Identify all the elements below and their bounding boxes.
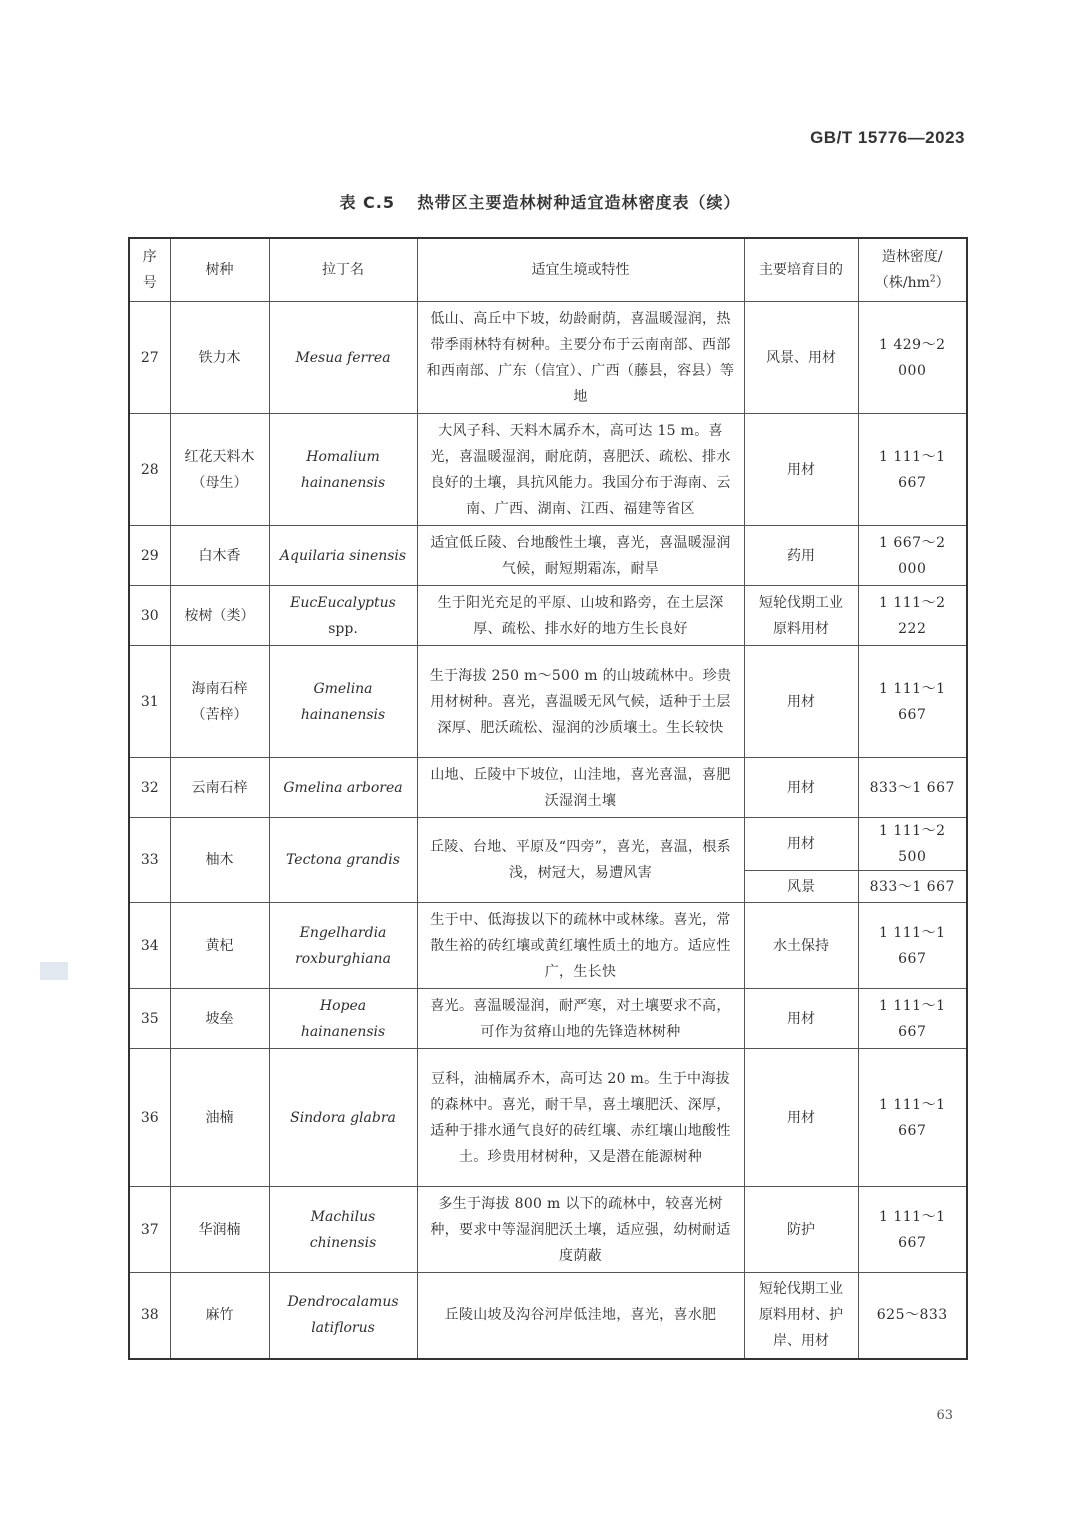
row-no: 33 — [129, 818, 170, 903]
row-no: 28 — [129, 414, 170, 526]
table-row — [129, 903, 967, 989]
row-habitat: 多生于海拔 800 m 以下的疏林中，较喜光树种，要求中等湿润肥沃土壤，适应强，幼树耐适度荫蔽 — [417, 1187, 744, 1273]
col-header-habitat: 适宜生境或特性 — [417, 238, 744, 302]
density-table — [128, 237, 968, 1360]
table-row — [129, 818, 967, 871]
table-caption: 热带区主要造林树种适宜造林密度表（续） — [417, 193, 741, 212]
row-no: 37 — [129, 1187, 170, 1273]
row-latin: Homalium hainanensis — [269, 414, 417, 526]
row-no: 36 — [129, 1049, 170, 1187]
table-row — [129, 1273, 967, 1359]
table-title — [0, 190, 1080, 213]
row-species: 华润楠 — [170, 1187, 269, 1273]
row-no: 35 — [129, 989, 170, 1049]
row-purpose: 短轮伐期工业原料用材 — [744, 586, 858, 646]
row-species: 桉树（类） — [170, 586, 269, 646]
table-row — [129, 758, 967, 818]
table-row — [129, 989, 967, 1049]
row-no: 27 — [129, 302, 170, 414]
row-density: 833～1 667 — [858, 758, 967, 818]
col-header-purpose: 主要培育目的 — [744, 238, 858, 302]
row-species: 柚木 — [170, 818, 269, 903]
row-density: 1 111～1 667 — [858, 989, 967, 1049]
row-density: 1 111～1 667 — [858, 903, 967, 989]
row-latin: Mesua ferrea — [269, 302, 417, 414]
row-species: 白木香 — [170, 526, 269, 586]
row-density: 1 111～1 667 — [858, 646, 967, 758]
table-label: 表 C.5 — [339, 193, 395, 212]
row-habitat: 生于中、低海拔以下的疏林中或林缘。喜光，常散生裕的砖红壤或黄红壤性质土的地方。适应性广，生长快 — [417, 903, 744, 989]
row-latin: EucEucalyptus spp. — [269, 586, 417, 646]
row-no: 30 — [129, 586, 170, 646]
table-row — [129, 1187, 967, 1273]
row-habitat: 低山、高丘中下坡，幼龄耐荫，喜温暖湿润，热带季雨林特有树种。主要分布于云南南部、西部和西南部、广东（信宜）、广西（藤县，容县）等地 — [417, 302, 744, 414]
row-no: 29 — [129, 526, 170, 586]
row-purpose: 用材 — [744, 989, 858, 1049]
row-habitat: 丘陵、台地、平原及“四旁”，喜光，喜温，根系浅，树冠大，易遭风害 — [417, 818, 744, 903]
table-header-row — [129, 238, 967, 302]
row-density: 1 667～2 000 — [858, 526, 967, 586]
row-density: 1 111～2 222 — [858, 586, 967, 646]
row-purpose: 用材 — [744, 818, 858, 871]
row-purpose: 用材 — [744, 646, 858, 758]
row-habitat: 豆科，油楠属乔木，高可达 20 m。生于中海拔的森林中。喜光，耐干旱，喜土壤肥沃、深厚，适种于排水通气良好的砖红壤、赤红壤山地酸性土。珍贵用材树种，又是潜在能源树种 — [417, 1049, 744, 1187]
row-latin: Engelhardia roxburghiana — [269, 903, 417, 989]
row-purpose: 水土保持 — [744, 903, 858, 989]
col-header-species: 树种 — [170, 238, 269, 302]
row-density: 1 111～1 667 — [858, 1187, 967, 1273]
row-species: 铁力木 — [170, 302, 269, 414]
row-species: 黄杞 — [170, 903, 269, 989]
page-number: 63 — [936, 1408, 953, 1423]
side-watermark — [40, 962, 68, 980]
row-latin: Machilus chinensis — [269, 1187, 417, 1273]
col-header-latin: 拉丁名 — [269, 238, 417, 302]
table-row — [129, 526, 967, 586]
row-latin: Aquilaria sinensis — [269, 526, 417, 586]
row-purpose: 用材 — [744, 414, 858, 526]
row-no: 34 — [129, 903, 170, 989]
row-no: 31 — [129, 646, 170, 758]
density-header-line1: 造林密度/ — [881, 249, 943, 265]
row-purpose: 风景 — [744, 871, 858, 903]
row-density: 1 111～2 500 — [858, 818, 967, 871]
row-habitat: 喜光。喜温暖湿润，耐严寒，对土壤要求不高，可作为贫瘠山地的先锋造林树种 — [417, 989, 744, 1049]
row-habitat: 大风子科、天料木属乔木，高可达 15 m。喜光，喜温暖湿润，耐庇荫，喜肥沃、疏松、排水良好的土壤，具抗风能力。我国分布于海南、云南、广西、湖南、江西、福建等省区 — [417, 414, 744, 526]
row-no: 32 — [129, 758, 170, 818]
row-purpose: 防护 — [744, 1187, 858, 1273]
row-latin: Gmelina hainanensis — [269, 646, 417, 758]
standard-code: GB/T 15776—2023 — [810, 128, 965, 147]
row-habitat: 生于海拔 250 m～500 m 的山坡疏林中。珍贵用材树种。喜光，喜温暖无风气候，适种于土层深厚、肥沃疏松、湿润的沙质壤土。生长较快 — [417, 646, 744, 758]
row-density: 1 111～1 667 — [858, 1049, 967, 1187]
row-latin: Dendrocalamus latiflorus — [269, 1273, 417, 1359]
row-latin: Hopea hainanensis — [269, 989, 417, 1049]
row-habitat: 生于阳光充足的平原、山坡和路旁，在土层深厚、疏松、排水好的地方生长良好 — [417, 586, 744, 646]
row-no: 38 — [129, 1273, 170, 1359]
row-purpose: 风景、用材 — [744, 302, 858, 414]
table-row — [129, 302, 967, 414]
row-density: 1 429～2 000 — [858, 302, 967, 414]
row-purpose: 用材 — [744, 1049, 858, 1187]
row-habitat: 丘陵山坡及沟谷河岸低洼地，喜光，喜水肥 — [417, 1273, 744, 1359]
col-header-density — [858, 238, 967, 302]
row-latin: Gmelina arborea — [269, 758, 417, 818]
table-row — [129, 646, 967, 758]
row-purpose: 短轮伐期工业原料用材、护岸、用材 — [744, 1273, 858, 1359]
row-density: 833～1 667 — [858, 871, 967, 903]
row-species: 云南石梓 — [170, 758, 269, 818]
row-density: 1 111～1 667 — [858, 414, 967, 526]
row-species: 油楠 — [170, 1049, 269, 1187]
row-species: 海南石梓 （苦梓） — [170, 646, 269, 758]
row-habitat: 适宜低丘陵、台地酸性土壤，喜光，喜温暖湿润气候，耐短期霜冻，耐旱 — [417, 526, 744, 586]
row-latin: Tectona grandis — [269, 818, 417, 903]
table-row — [129, 1049, 967, 1187]
table-row — [129, 414, 967, 526]
row-species: 坡垒 — [170, 989, 269, 1049]
row-density: 625～833 — [858, 1273, 967, 1359]
density-header-line2: （株$/hm^2$） — [874, 274, 950, 291]
row-latin: Sindora glabra — [269, 1049, 417, 1187]
col-header-no: 序号 — [129, 238, 170, 302]
row-purpose: 用材 — [744, 758, 858, 818]
table-row — [129, 586, 967, 646]
row-purpose: 药用 — [744, 526, 858, 586]
row-species: 麻竹 — [170, 1273, 269, 1359]
row-species: 红花天料木 （母生） — [170, 414, 269, 526]
row-habitat: 山地、丘陵中下坡位，山洼地，喜光喜温，喜肥沃湿润土壤 — [417, 758, 744, 818]
